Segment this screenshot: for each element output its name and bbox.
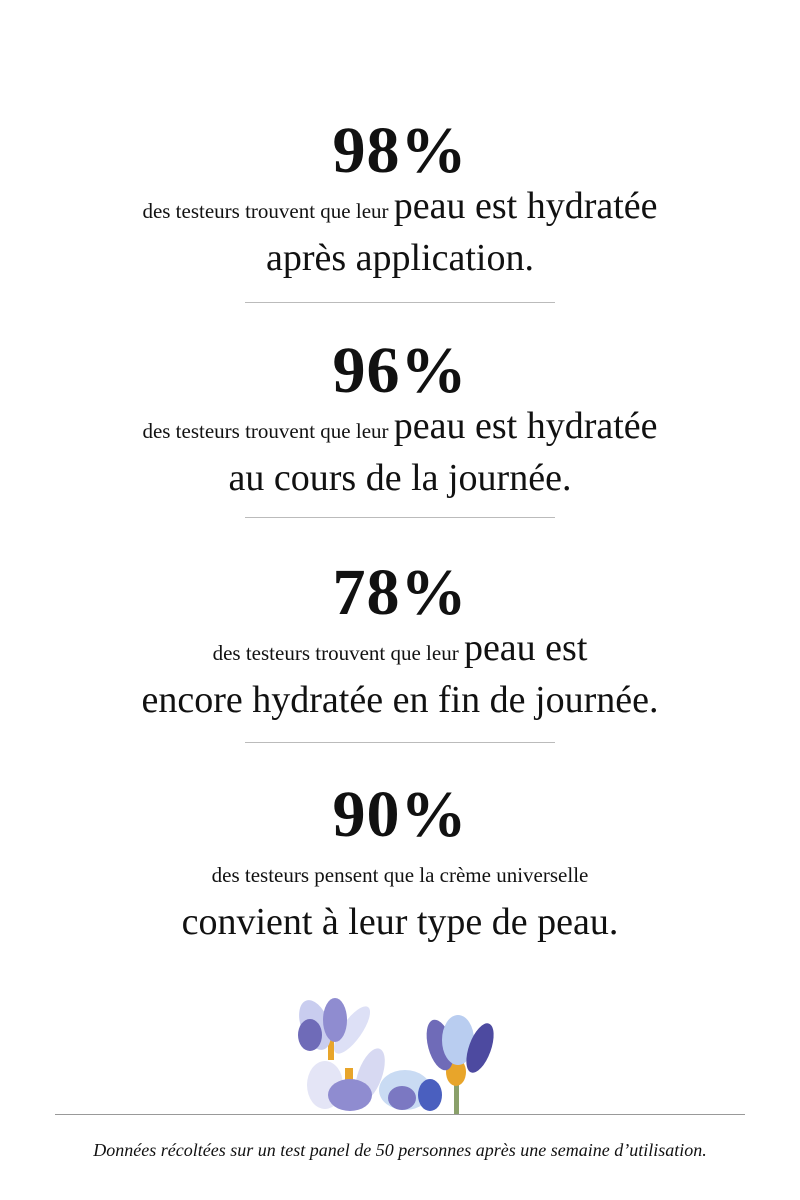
- footer-divider: [55, 1114, 745, 1115]
- crocus-flowers-illustration: [290, 990, 520, 1115]
- stat-96: [0, 334, 800, 500]
- stat-text-small: des testeurs trouvent que leur: [212, 641, 464, 665]
- divider: [245, 742, 555, 743]
- divider: [245, 302, 555, 303]
- stat-percent: 78%: [332, 556, 468, 629]
- stat-text-line2: encore hydratée en fin de journée.: [141, 679, 659, 721]
- flower-left-bottom: [307, 1045, 391, 1111]
- flower-middle: [379, 1070, 442, 1111]
- stat-text-small: des testeurs trouvent que leur: [142, 419, 394, 443]
- stat-text-large: peau est: [463, 627, 588, 669]
- stat-percent: 90%: [332, 778, 468, 851]
- stat-text-large: peau est hydratée: [393, 185, 658, 227]
- flower-left-top: [293, 996, 376, 1060]
- stat-percent: 98%: [332, 114, 468, 187]
- stat-text-line2: après application.: [265, 237, 534, 279]
- footnote: Données récoltées sur un test panel de 50 personnes après une semaine d’utilisation.: [93, 1140, 707, 1160]
- stat-78: [0, 556, 800, 722]
- stat-text-small: des testeurs pensent que la crème universelle: [211, 863, 589, 887]
- divider: [245, 517, 555, 518]
- stat-percent: 96%: [332, 334, 468, 407]
- stat-text-line2: au cours de la journée.: [228, 457, 572, 499]
- stat-text-large: peau est hydratée: [393, 405, 658, 447]
- stat-90: [0, 778, 800, 944]
- stat-text-small: des testeurs trouvent que leur: [142, 199, 394, 223]
- stat-text-line2: convient à leur type de peau.: [181, 901, 619, 943]
- stat-98: [0, 114, 800, 280]
